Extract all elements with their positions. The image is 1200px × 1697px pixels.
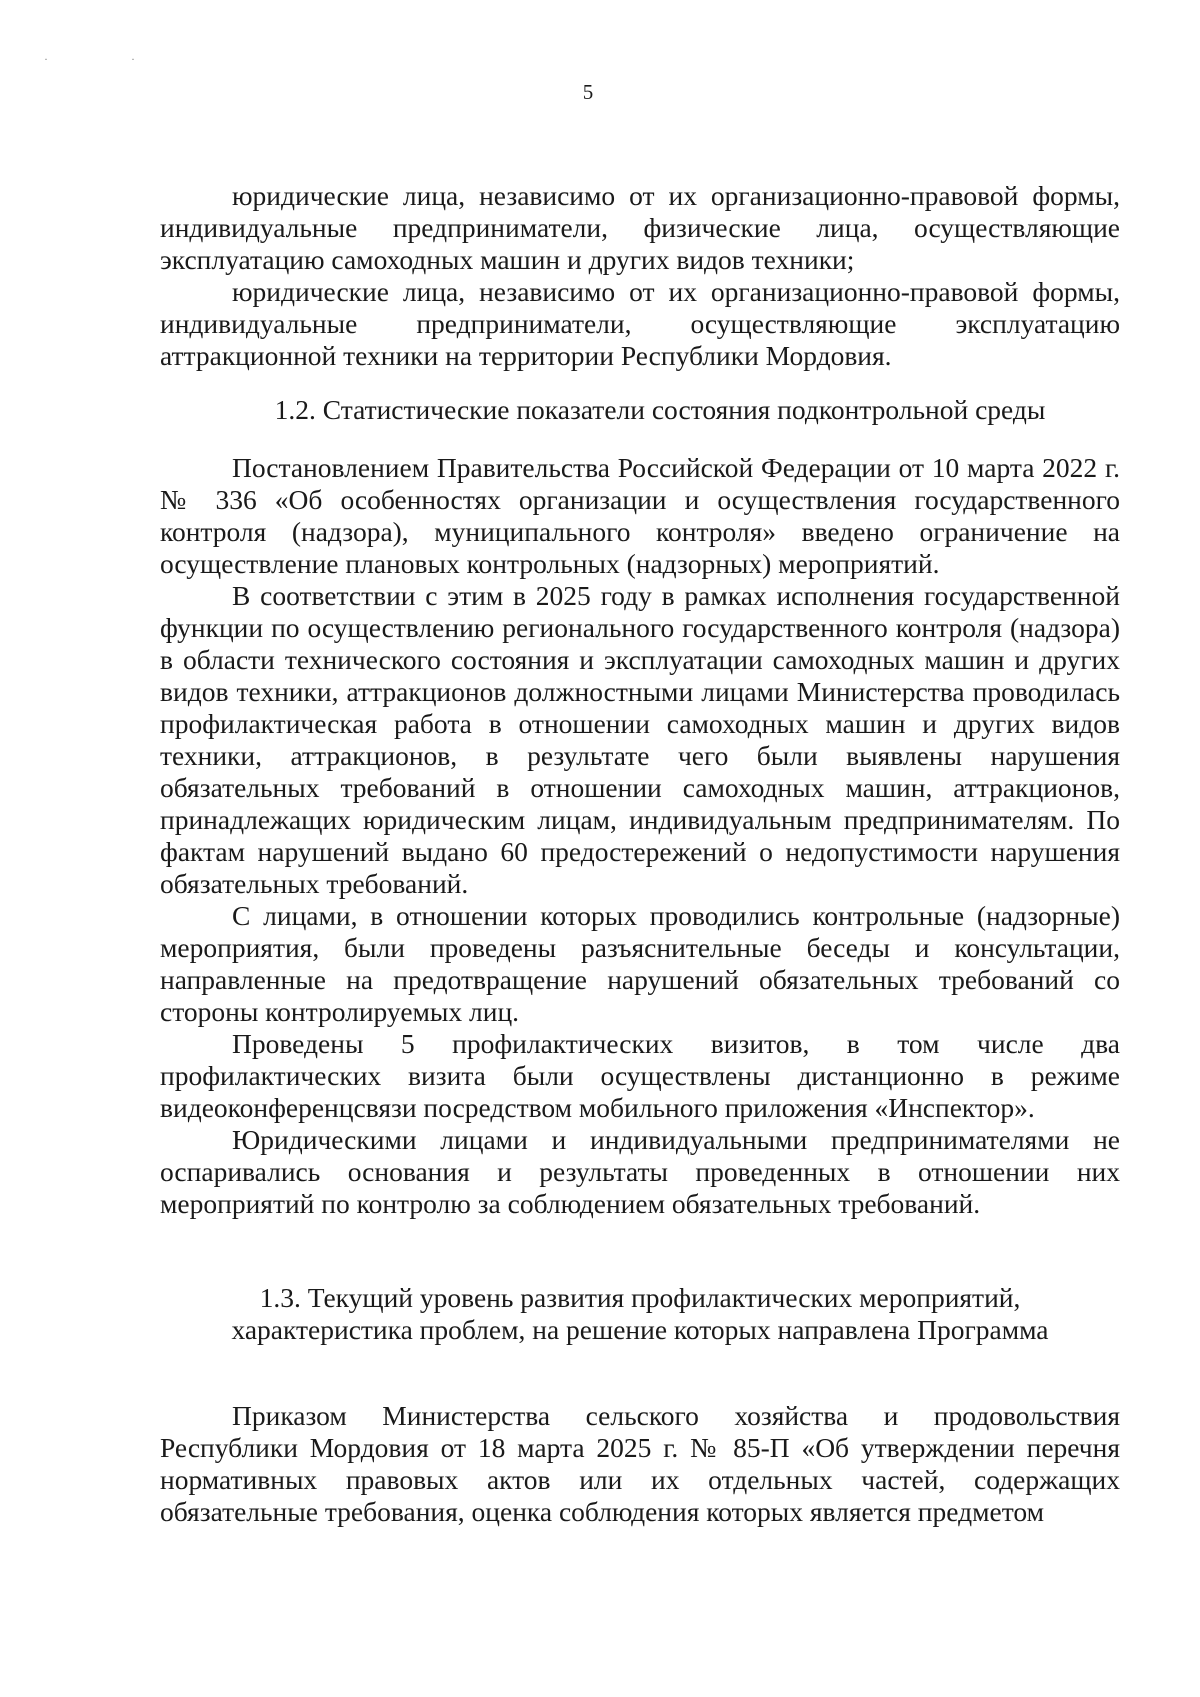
document-body [160,180,1120,1528]
section-heading-line: 1.3. Текущий уровень развития профилактических мероприятий, [259,1282,1021,1313]
section-heading-line: характеристика проблем, на решение которых направлена Программа [231,1314,1049,1345]
page-number: 5 [582,80,594,104]
scan-artifact: · · [44,52,175,66]
paragraph: юридические лица, независимо от их организационно-правовой формы, индивидуальные предприниматели, осуществляющие эксплуатацию аттракционной техники на территории Республики Мордовия. [160,276,1120,371]
section-heading-1-2: 1.2. Статистические показатели состояния подконтрольной среды [274,394,1046,425]
section-heading-1-3 [160,1282,1120,1346]
paragraph: Приказом Министерства сельского хозяйства и продовольствия Республики Мордовия от 18 марта 2025 г. № 85-П «Об утверждении перечня нормативных правовых актов или их отдельных частей, содержащих обязательные требования, оценка соблюдения которых является предметом [160,1400,1120,1527]
paragraph: В соответствии с этим в 2025 году в рамках исполнения государственной функции по осуществлению регионального государственного контроля (надзора) в области технического состояния и эксплуатации самоходных машин и других видов техники, аттракционов должностными лицами Министерства проводилась профилактическая работа в отношении самоходных машин и других видов техники, аттракционов, в результате чего были выявлены нарушения обязательных требований в отношении самоходных машин, аттракционов, принадлежащих юридическим лицам, индивидуальным предпринимателям. По фактам нарушений выдано 60 предостережений о недопустимости нарушения обязательных требований. [160,580,1120,899]
paragraph: Юридическими лицами и индивидуальными предпринимателями не оспаривались основания и результаты проведенных в отношении них мероприятий по контролю за соблюдением обязательных требований. [160,1124,1120,1219]
paragraph: С лицами, в отношении которых проводились контрольные (надзорные) мероприятия, были проведены разъяснительные беседы и консультации, направленные на предотвращение нарушений обязательных требований со стороны контролируемых лиц. [160,900,1120,1027]
paragraph: Постановлением Правительства Российской Федерации от 10 марта 2022 г. № 336 «Об особенностях организации и осуществления государственного контроля (надзора), муниципального контроля» введено ограничение на осуществление плановых контрольных (надзорных) мероприятий. [160,452,1120,579]
paragraph: юридические лица, независимо от их организационно-правовой формы, индивидуальные предприниматели, физические лица, осуществляющие эксплуатацию самоходных машин и других видов техники; [160,180,1120,275]
paragraph: Проведены 5 профилактических визитов, в том числе два профилактических визита были осуществлены дистанционно в режиме видеоконференцсвязи посредством мобильного приложения «Инспектор». [160,1028,1120,1123]
